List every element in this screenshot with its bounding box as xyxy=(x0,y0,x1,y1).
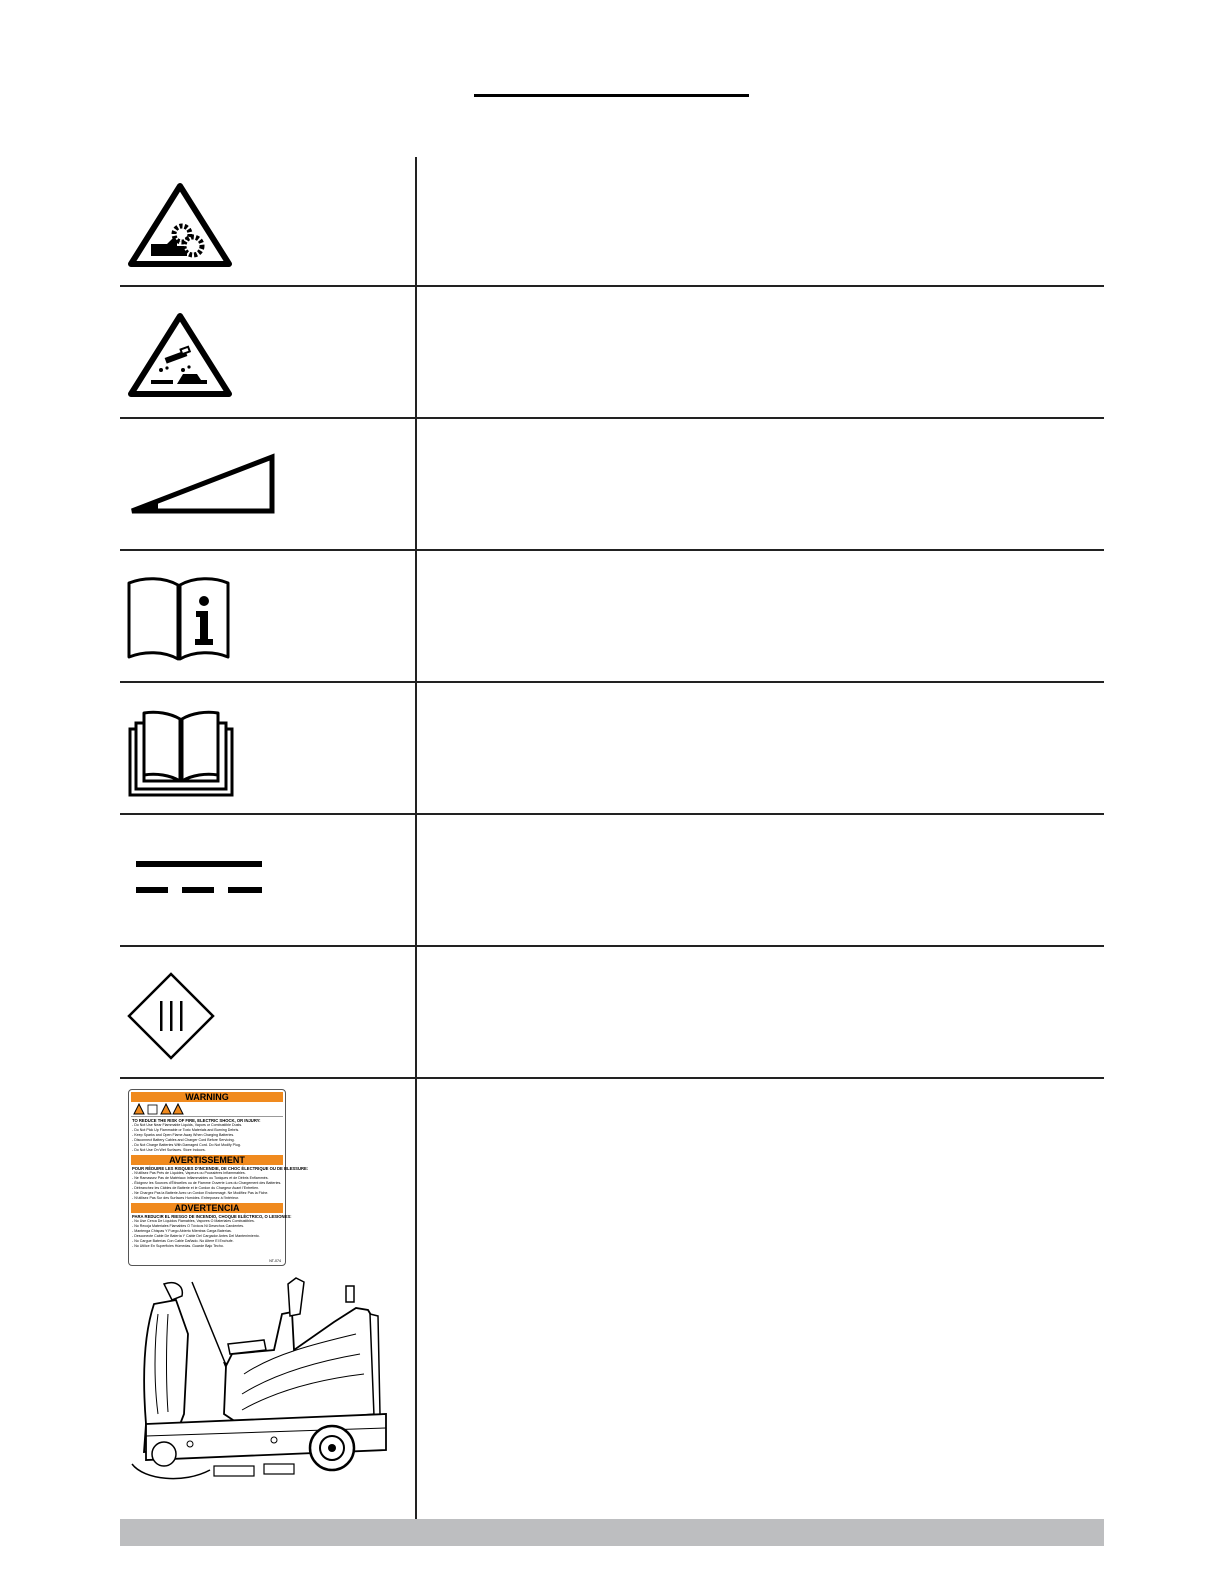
decal-symbols xyxy=(131,1103,283,1117)
decal-line: - Disconnect Battery Cables and Charger Cord Before Servicing. xyxy=(132,1138,235,1142)
table-row xyxy=(120,683,1104,815)
warning-decal xyxy=(128,1089,309,1266)
decal-avertissement-header: AVERTISSEMENT xyxy=(131,1155,283,1165)
decal-line: - Keep Sparks and Open Flame Away When Charging Batteries. xyxy=(132,1133,235,1137)
decal-advertencia-header: ADVERTENCIA xyxy=(131,1203,283,1213)
table-row xyxy=(120,157,1104,419)
table-row xyxy=(120,551,1104,683)
table-row xyxy=(120,419,1104,551)
decal-advertencia-title: PARA REDUCIR EL RIESGO DE INCENDIO, CHOQUE ELÉCTRICO, O LESIONES: xyxy=(132,1214,292,1219)
decal-line: - Desconecte Cable De Batería Y Cable Del Cargador Antes Del Mantenimiento. xyxy=(132,1234,260,1238)
decal-avertissement-title: POUR RÉDUIRE LES RISQUES D'INCENDIE, DE CHOC ÉLECTRIQUE OU DE BLESSURE: xyxy=(132,1166,309,1171)
decal-line: - No Recoja Materiales Flamables O Tóxicos Ni Desechos Candentes. xyxy=(132,1224,244,1228)
decal-line: - N'utilisez Pas Sur des Surfaces Humides. Entreposez à l'Intérieur. xyxy=(132,1196,240,1200)
row-description xyxy=(420,419,1104,551)
direct-current-icon xyxy=(120,815,415,947)
row-description xyxy=(420,683,1104,815)
decal-line: - Ne Chargez Pas la Batterie Avec un Cordon Endommagé. Ne Modifiez Pas la Fiche. xyxy=(132,1191,269,1195)
row-description xyxy=(420,1079,1104,1519)
decal-line: - Do Not Charge Batteries With Damaged Cord. Do Not Modify Plug. xyxy=(132,1143,241,1147)
table-row xyxy=(120,815,1104,947)
decal-warning-header: WARNING xyxy=(131,1092,283,1102)
footer-bar xyxy=(120,1519,1104,1546)
decal-line: - Débranchez les Câbles de Batterie et le Cordon du Chargeur Avant l'Entretien. xyxy=(132,1186,260,1190)
decal-line: - N'utilisez Pas Près de Liquides, Vapeurs ou Poussières Inflammables. xyxy=(132,1171,246,1175)
decal-line: - Éloignez les Sources d'Étincelles ou de Flamme Ouverte Lors du Chargement des Batteries. xyxy=(132,1181,282,1185)
decal-line: - Ne Ramassez Pas de Matériaux Inflammables ou Toxiques et de Débris Enflammés. xyxy=(132,1176,269,1180)
decal-warning-title: TO REDUCE THE RISK OF FIRE, ELECTRIC SHOCK, OR INJURY: xyxy=(132,1118,261,1123)
row-description xyxy=(420,551,1104,683)
corrosive-hazard-icon xyxy=(120,287,415,419)
row-description xyxy=(420,815,1104,947)
warning-decal-location-icon xyxy=(120,1079,415,1519)
decal-line: - Do Not Pick Up Flammable or Toxic Materials and Burning Debris. xyxy=(132,1128,240,1132)
decal-code: NT-074 xyxy=(269,1259,281,1263)
decal-line: - No Use Cerca De Líquidos Flamables, Vapores O Materiales Combustibles. xyxy=(132,1219,255,1223)
decal-line: - Do Not Use On Wet Surfaces. Store Indoors. xyxy=(132,1148,206,1152)
table-row xyxy=(120,1079,1104,1519)
row-description xyxy=(420,947,1104,1079)
read-manual-info-icon xyxy=(120,551,415,683)
decal-line: - Do Not Use Near Flammable Liquids, Vapors or Combustible Dusts. xyxy=(132,1123,243,1127)
table-row xyxy=(120,947,1104,1079)
class-iii-appliance-icon xyxy=(120,947,415,1079)
decal-line: - No Cargue Baterías Con Cable Dañado. No Altere El Enchufe. xyxy=(132,1239,234,1243)
ride-on-sweeper-illustration xyxy=(124,1274,404,1504)
symbol-table xyxy=(120,157,1104,1519)
slope-icon xyxy=(120,419,415,551)
decal-line: - No Utilice En Superficies Húmedas. Guarde Bajo Techo. xyxy=(132,1244,224,1248)
title-underline xyxy=(474,94,749,97)
row-description xyxy=(420,287,1104,419)
decal-line: - Mantenga Chispas Y Fuego Abierto Mientras Carga Baterías. xyxy=(132,1229,232,1233)
operator-manual-icon xyxy=(120,683,415,815)
